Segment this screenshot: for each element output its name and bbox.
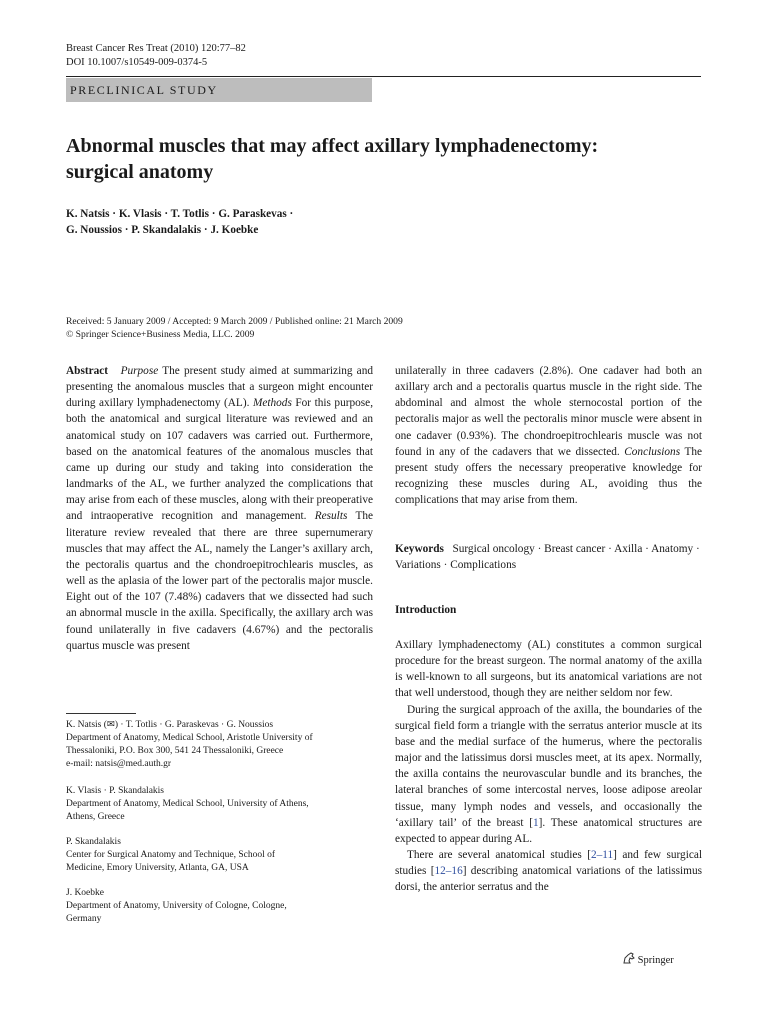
section-label: PRECLINICAL STUDY: [70, 83, 218, 97]
copyright: © Springer Science+Business Media, LLC. 2009: [66, 329, 255, 340]
keywords-label: Keywords: [395, 543, 444, 555]
introduction-body: [395, 637, 702, 896]
section-banner: [66, 78, 372, 102]
methods-label: Methods: [252, 397, 292, 410]
intro-paragraph-1: Axillary lymphadenectomy (AL) constitutes a common surgical procedure for the breast surgeon. The normal anatomy of the axilla is well-known to all surgeons, but its anatomical variations are not that well understood, though they are neither seldom nor few.: [395, 639, 702, 700]
springer-horse-icon: [622, 952, 635, 964]
intro-paragraph-2: During the surgical approach of the axilla, the boundaries of the surgical field form a triangle with the serratus anterior muscle at its base and the medial surface of the humerus, where the pectoralis major and the latissimus dorsi muscles meet, at its apex. Normally, the axilla contains the neurovascular bundle and its branches, the lateral branches of some intercostal nerves, loose adipose areolar tissue, many lymph nodes and vessels, and occasionally the ‘axillary tail’ of the breast [1]. These anatomical structures are expected to appear during AL.: [395, 703, 702, 845]
title-line-2: surgical anatomy: [66, 161, 214, 183]
abstract-left-column: [66, 363, 373, 654]
journal-info: [66, 42, 246, 70]
authors-line-1: K. Natsis · K. Vlasis · T. Totlis · G. Paraskevas ·: [66, 208, 294, 220]
journal-citation: Breast Cancer Res Treat (2010) 120:77–82: [66, 43, 246, 54]
author-list: [66, 206, 686, 238]
abstract-heading: Abstract: [66, 365, 109, 377]
affiliation-block: K. Natsis (✉) · T. Totlis · G. Paraskevas · G. Noussios Department of Anatomy, Medical School, Aristotle University of Thessaloniki, P.O. Box 300, 541 24 Thessaloniki, Greece e-mail: natsis@med.auth.gr: [66, 719, 366, 771]
conclusions-label: Conclusions: [624, 445, 681, 458]
affiliation-block: P. Skandalakis Center for Surgical Anatomy and Technique, School of Medicine, Emory University, Atlanta, GA, USA: [66, 837, 275, 873]
publisher-footer: [622, 952, 674, 966]
affiliation-block: J. Koebke Department of Anatomy, University of Cologne, Cologne, Germany: [66, 888, 287, 924]
methods-text: For this purpose, both the anatomical and surgical literature was reviewed and an anatomical study on 107 cadavers was carried out. Furthermore, based on the anatomical features of the anomalous muscles that came up during our study and taking into consideration the landmarks of the AL, we further analyzed the complications that may arise from each of these muscles, along with their preoperative and intraoperative recognition and management.: [66, 397, 374, 523]
purpose-label: Purpose: [120, 365, 159, 377]
affiliation-block: K. Vlasis · P. Skandalakis Department of Anatomy, Medical School, University of Athens, Athens, Greece: [66, 786, 309, 822]
received-dates: Received: 5 January 2009 / Accepted: 9 March 2009 / Published online: 21 March 2009: [66, 316, 403, 327]
results-text: The literature review revealed that there are three supernumerary muscles that may affect the AL, namely the Langer’s axillary arch, the pectoralis quartus and the chondroepitrochlearis muscles, as well as the aplasia of the lower part of the pectoralis major muscle. Eight out of the 107 (7.48%) cadavers that we dissected had such an abnormal muscle in the axilla. Specifically, the axillary arch was found unilaterally in five cadavers (4.67%) and the pectoralis quartus muscle was present: [66, 510, 374, 652]
publication-history: [66, 315, 696, 341]
results-label: Results: [314, 510, 348, 523]
header-rule: [66, 76, 701, 77]
conclusions-text: The present study offers the necessary preoperative knowledge for recognizing these muscles during AL, avoiding thus the complications that may arise from them.: [395, 445, 703, 507]
citation-link[interactable]: 2–11: [590, 849, 614, 862]
journal-doi[interactable]: DOI 10.1007/s10549-009-0374-5: [66, 57, 208, 68]
results-continued: unilaterally in three cadavers (2.8%). One cadaver had both an axillary arch and a pectoralis quartus muscle in the right side. The abdominal and almost the whole sternocostal portion of the pectoralis major as well the pectoralis minor muscle were absent in one cadaver (0.93%). The chondroepitrochlearis muscle was not found in any of the cadavers that we dissected.: [395, 365, 702, 458]
author-email[interactable]: e-mail: natsis@med.auth.gr: [66, 759, 172, 769]
keywords-list: Surgical oncology · Breast cancer · Axilla · Anatomy · Variations · Complications: [395, 543, 700, 572]
abstract-right-column: [395, 363, 702, 508]
keywords: [395, 541, 702, 573]
authors-line-2: G. Noussios · P. Skandalakis · J. Koebke: [66, 224, 259, 236]
abstract-continuation: [395, 363, 702, 508]
introduction-heading: Introduction: [395, 604, 457, 616]
publisher-name: Springer: [637, 955, 674, 966]
footnote-rule: [66, 713, 136, 714]
citation-link[interactable]: 1: [532, 816, 539, 829]
abstract-paragraph: [66, 363, 373, 654]
purpose-text: The present study aimed at summarizing and presenting the anomalous muscles that a surgeon might encounter during axillary lymphadenectomy (AL).: [66, 365, 373, 410]
citation-link[interactable]: 12–16: [434, 865, 463, 878]
intro-paragraph-3: There are several anatomical studies [2–11] and few surgical studies [12–16] describing anatomical variations of the latissimus dorsi, the anterior serratus and the: [395, 849, 703, 894]
title-line-1: Abnormal muscles that may affect axillary lymphadenectomy:: [66, 135, 599, 157]
article-title: [66, 133, 686, 185]
